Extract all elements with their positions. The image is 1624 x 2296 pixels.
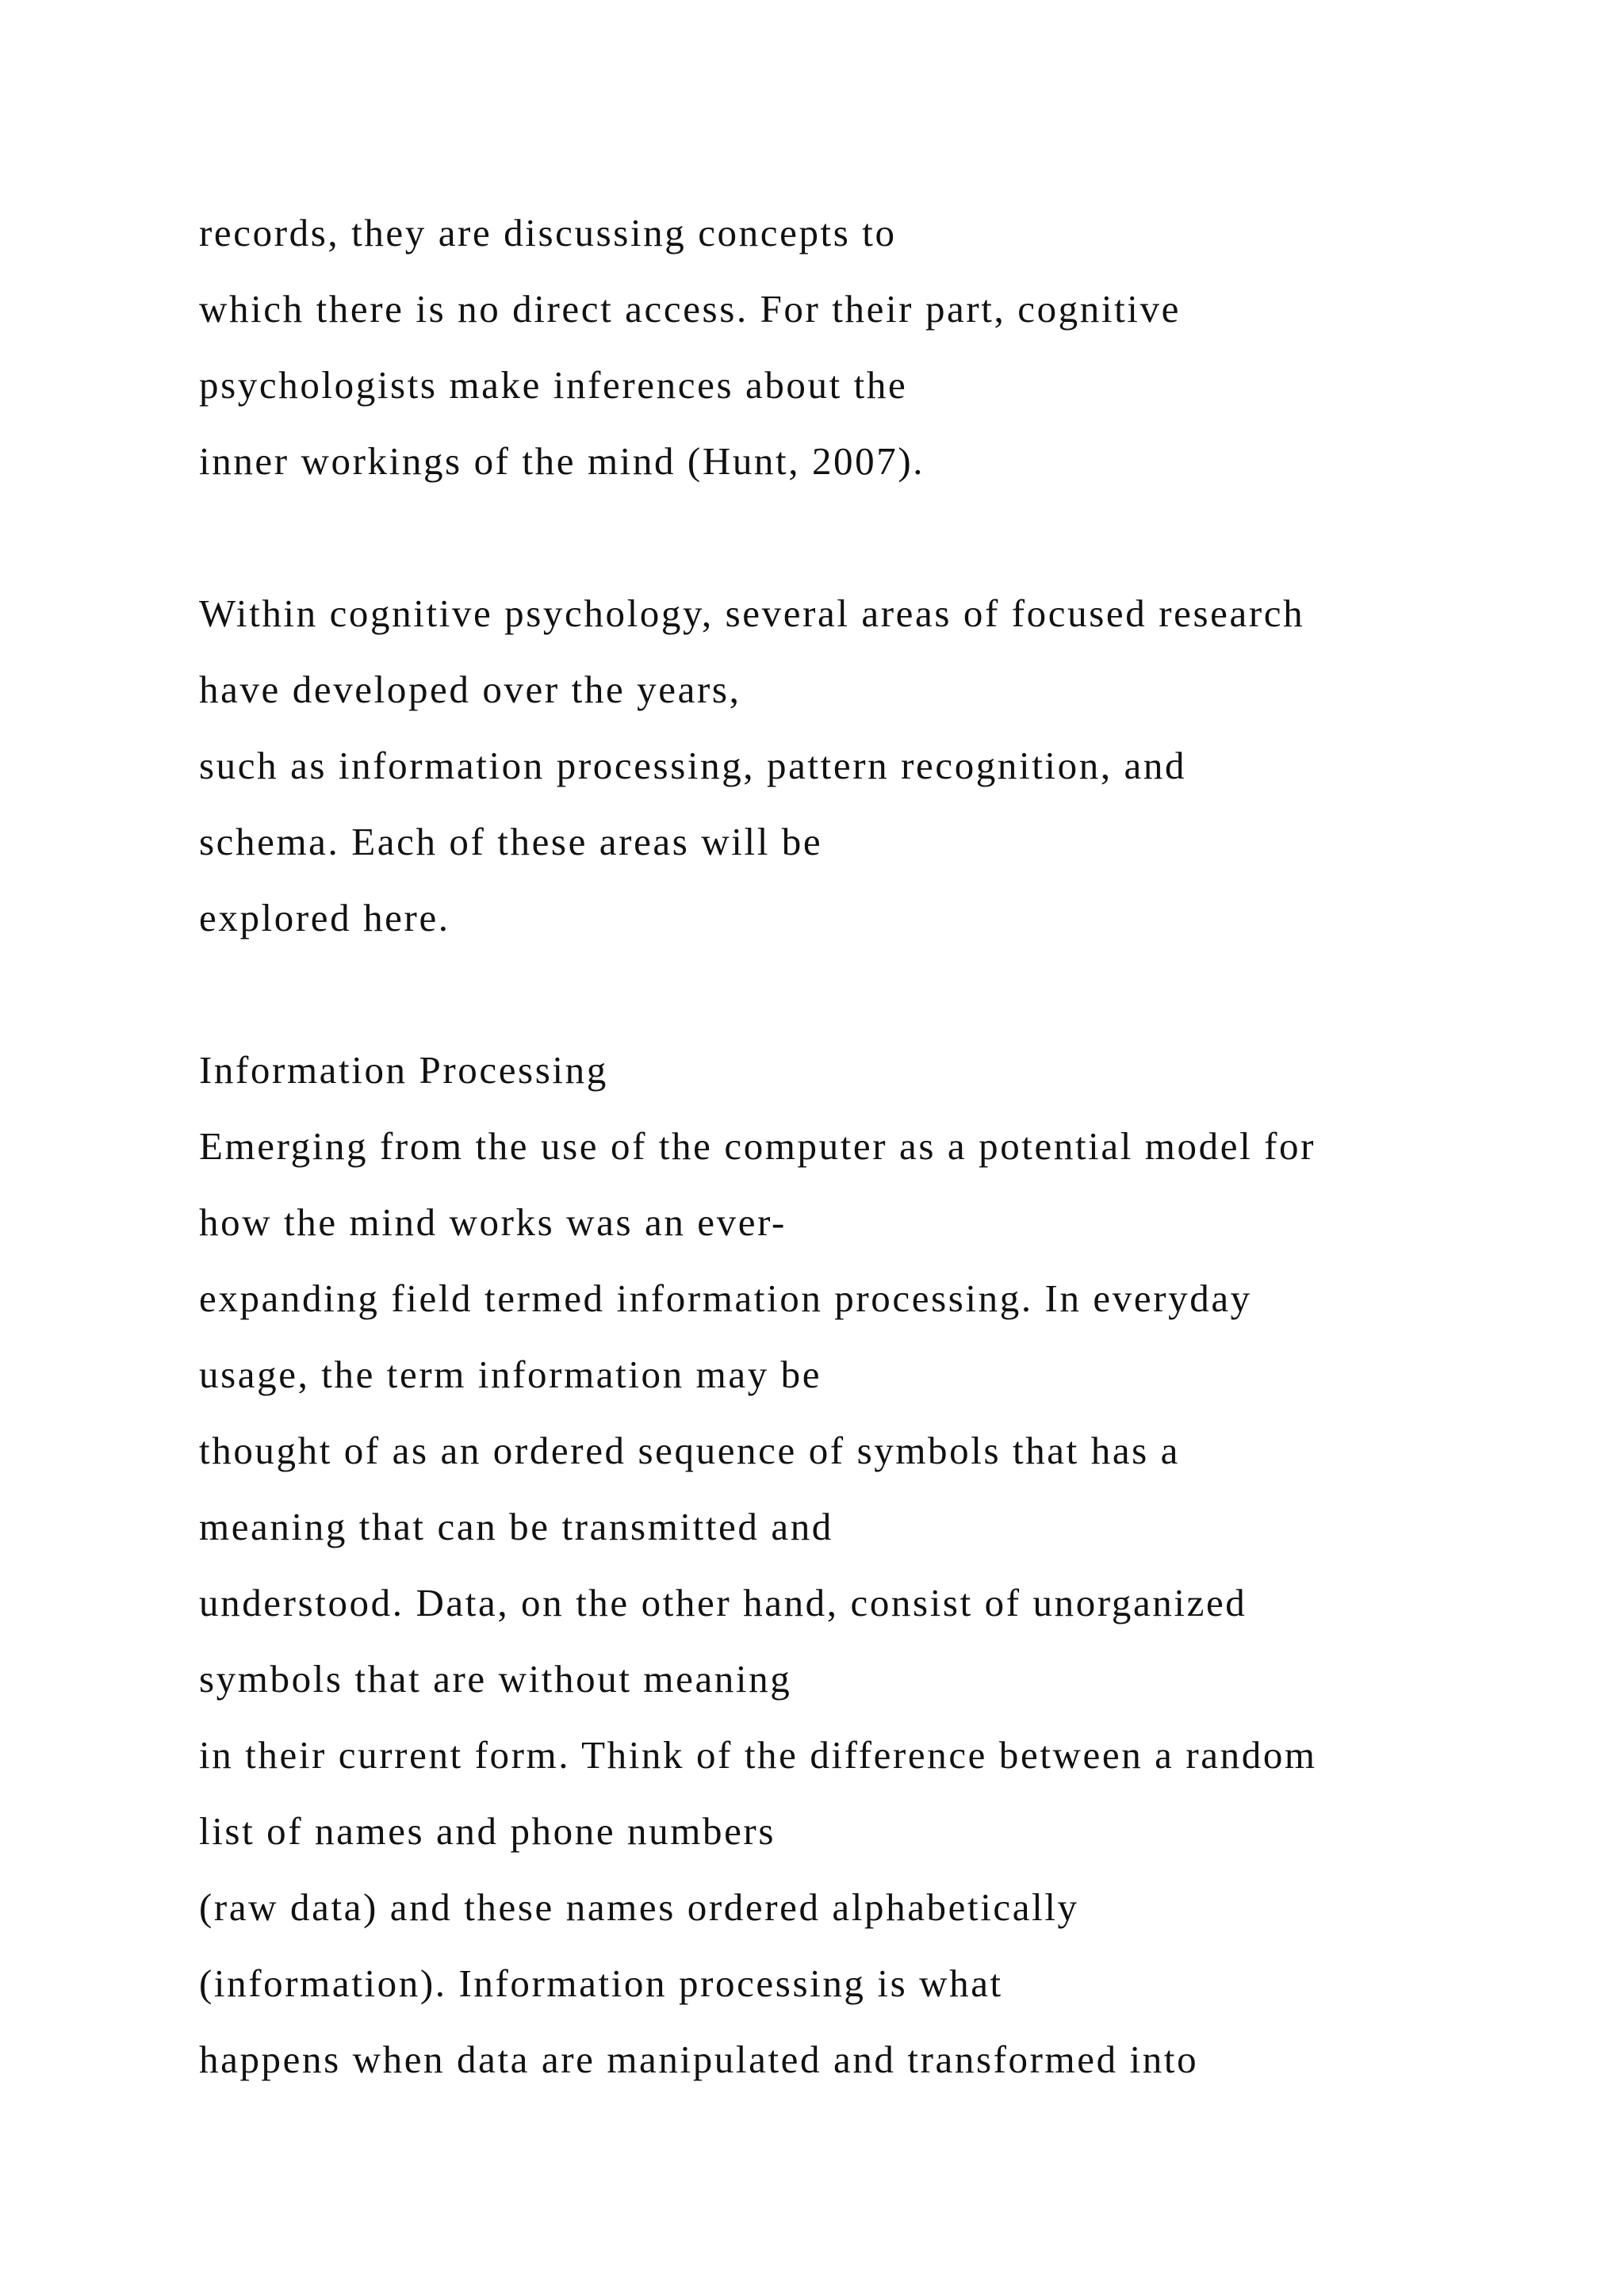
text-line: symbols that are without meaning (199, 1657, 792, 1701)
section-heading: Information Processing (199, 1048, 608, 1092)
text-line: understood. Data, on the other hand, consist of unorganized (199, 1581, 1247, 1624)
text-line: happens when data are manipulated and transformed into (199, 2038, 1199, 2081)
paragraph-spacer (199, 956, 1547, 1032)
text-line: list of names and phone numbers (199, 1809, 776, 1853)
text-line: expanding field termed information processing. In everyday (199, 1276, 1252, 1320)
text-line: have developed over the years, (199, 668, 741, 711)
text-line: meaning that can be transmitted and (199, 1505, 833, 1548)
text-line: how the mind works was an ever- (199, 1200, 787, 1244)
text-line: usage, the term information may be (199, 1353, 822, 1396)
paragraph-3 (199, 1108, 1547, 2098)
text-line: Emerging from the use of the computer as a potential model for (199, 1124, 1316, 1168)
text-line: inner workings of the mind (Hunt, 2007). (199, 439, 925, 483)
text-line: (information). Information processing is what (199, 1961, 1003, 2005)
text-line: Within cognitive psychology, several areas of focused research (199, 591, 1305, 635)
paragraph-spacer (199, 499, 1547, 576)
text-line: thought of as an ordered sequence of symbols that has a (199, 1429, 1181, 1472)
text-line: such as information processing, pattern recognition, and (199, 744, 1187, 787)
text-line: explored here. (199, 896, 450, 939)
text-line: in their current form. Think of the difference between a random (199, 1733, 1317, 1777)
text-line: psychologists make inferences about the (199, 363, 908, 407)
paragraph-2 (199, 576, 1547, 956)
paragraph-1 (199, 195, 1547, 499)
text-line: which there is no direct access. For their part, cognitive (199, 287, 1181, 331)
text-line: records, they are discussing concepts to (199, 211, 897, 254)
text-line: (raw data) and these names ordered alphabetically (199, 1885, 1079, 1929)
text-line: schema. Each of these areas will be (199, 820, 823, 863)
document-body (199, 195, 1547, 2098)
